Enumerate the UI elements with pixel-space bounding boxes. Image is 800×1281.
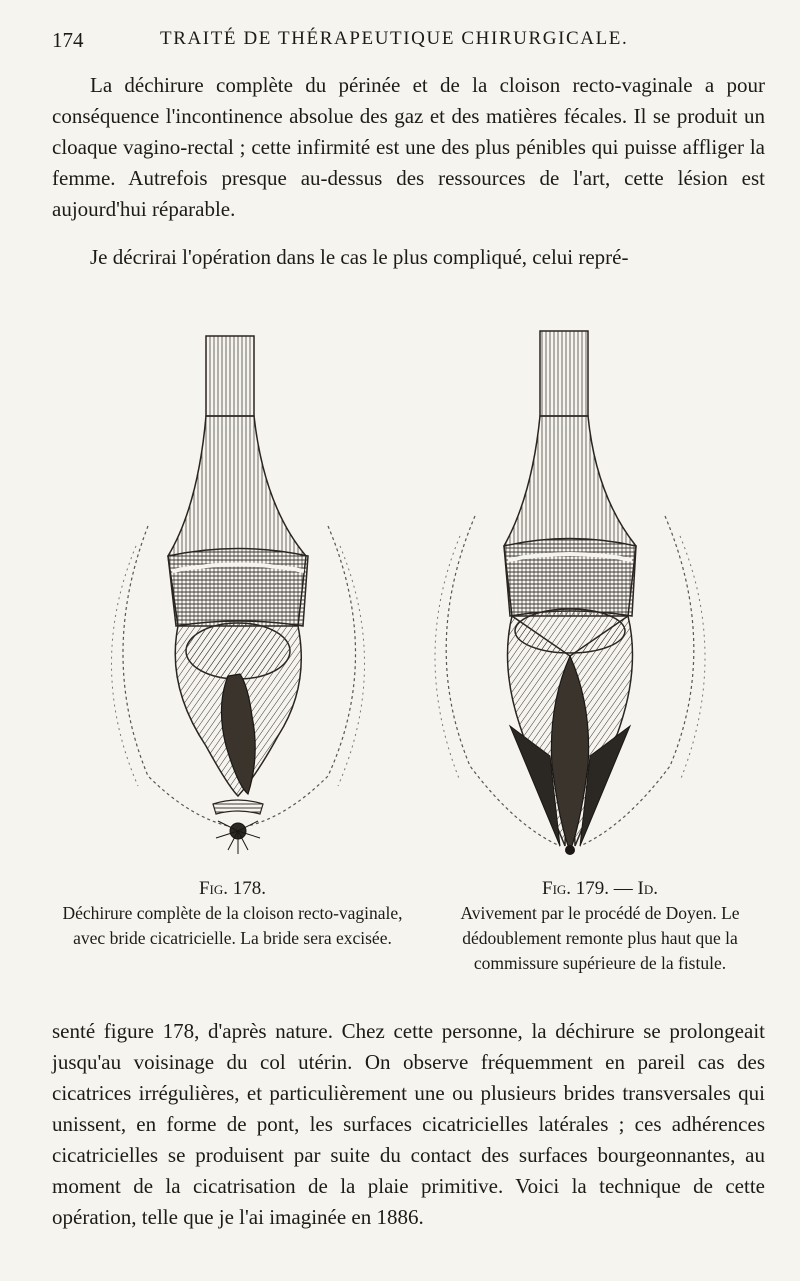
- figure-179-caption-text: Avivement par le procédé de Doyen. Le dédoublement remonte plus haut que la commissure supérieure de la fistule.: [460, 903, 740, 973]
- figure-178-caption: [60, 876, 405, 951]
- page-number: 174: [52, 28, 84, 52]
- figure-178-caption-text: Déchirure complète de la cloison recto-vaginale, avec bride cicatricielle. La bride sera excisée.: [62, 903, 403, 948]
- running-title: TRAITÉ DE THÉRAPEUTIQUE CHIRURGICALE.: [160, 28, 629, 49]
- figure-178-number: Fig. 178.: [198, 878, 267, 899]
- figure-178-illustration: [88, 326, 388, 866]
- figure-178-drawing: [88, 326, 388, 866]
- figure-179-illustration: [420, 326, 720, 866]
- figure-179-number: Fig. 179. — Id.: [542, 878, 658, 899]
- body-paragraph-3-text: senté figure 178, d'après nature. Chez cette personne, la déchirure se prolongeait jusqu'au voisinage du col utérin. On observe fréquemment en pareil cas des cicatrices irrégulières, et particulièrement une ou plusieurs brides transversales qui unissent, en forme de pont, les surfaces cicatricielles latérales ; ces adhérences cicatricielles se produisent par suite du contact des surfaces bourgeonnantes, au moment de la cicatrisation de la plaie primitive. Voici la technique de cette opération, telle que je l'ai imaginée en 1886.: [52, 1019, 765, 1229]
- body-paragraph-2: [52, 242, 765, 273]
- body-paragraph-1-text: La déchirure complète du périnée et de la cloison recto-vaginale a pour conséquence l'incontinence absolue des gaz et des matières fécales. Il se produit un cloaque vagino-rectal ; cette infirmité est une des plus pénibles qui puisse affliger la femme. Autrefois presque au-dessus des ressources de l'art, cette lésion est aujourd'hui réparable.: [52, 73, 765, 221]
- figure-179-drawing: [420, 326, 720, 866]
- figure-179-caption: [425, 876, 775, 976]
- page-header: [52, 28, 772, 58]
- body-paragraph-2-text: Je décrirai l'opération dans le cas le plus compliqué, celui repré-: [90, 245, 629, 269]
- body-paragraph-3: [52, 1016, 765, 1233]
- body-paragraph-1: [52, 70, 765, 225]
